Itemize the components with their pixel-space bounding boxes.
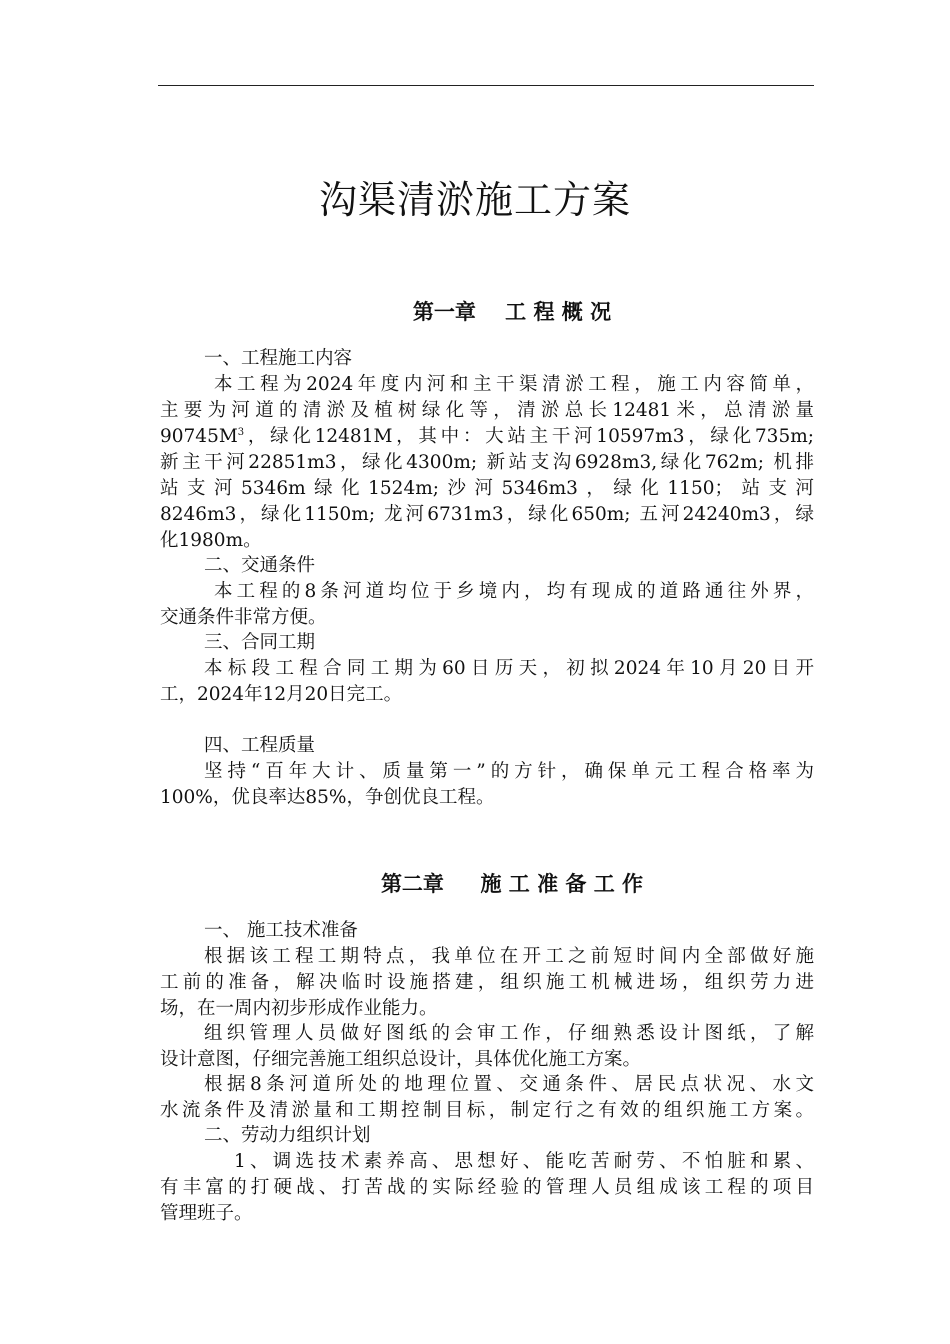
paragraph-line: 主要为河道的清淤及植树绿化等，清淤总长12481米，总清淤量: [160, 400, 814, 421]
paragraph-line: 新主干河22851m3，绿化4300m; 新站支沟6928m3,绿化762m; 机排: [160, 452, 814, 473]
volume-value: 90745M: [160, 426, 238, 447]
section-heading-contract-period: 三、合同工期: [204, 632, 316, 653]
paragraph-line: 工前的准备，解决临时设施搭建，组织施工机械进场，组织劳力进: [160, 972, 814, 993]
paragraph-line: 本标段工程合同工期为60日历天，初拟2024年10月20日开: [204, 658, 814, 679]
paragraph-line: 坚持“百年大计、质量第一”的方针，确保单元工程合格率为: [204, 761, 814, 782]
paragraph-line: 本工程的8条河道均位于乡境内，均有现成的道路通往外界，: [214, 581, 814, 602]
document-title: 沟渠清淤施工方案: [318, 178, 631, 222]
paragraph-line: 1、调选技术素养高、思想好、能吃苦耐劳、不怕脏和累、: [234, 1151, 814, 1172]
paragraph-line: 管理班子。: [160, 1203, 253, 1224]
paragraph-line: 设计意图，仔细完善施工组织总设计，具体优化施工方案。: [160, 1049, 642, 1070]
section-heading-labor-plan: 二、劳动力组织计划: [204, 1125, 371, 1146]
paragraph-line: 根据该工程工期特点，我单位在开工之前短时间内全部做好施: [204, 946, 814, 967]
paragraph-text: ，绿化12481M，其中：大站主干河10597m3，绿化735m;: [244, 426, 814, 447]
paragraph-line: 化1980m。: [160, 530, 262, 551]
paragraph-line: 站支河5346m绿化1524m;沙河5346m3，绿化1150；站支河: [160, 478, 814, 499]
superscript: 3: [237, 427, 245, 438]
paragraph-line: 交通条件非常方便。: [160, 607, 327, 628]
paragraph-line: 100%，优良率达85%，争创优良工程。: [160, 787, 495, 808]
paragraph-line: 场，在一周内初步形成作业能力。: [160, 998, 438, 1019]
section-heading-technical-preparation: 一、 施工技术准备: [204, 920, 358, 941]
chapter-1-heading: 第一章 工 程 概 况: [412, 300, 612, 324]
paragraph-line: [160, 424, 814, 450]
section-heading-quality: 四、工程质量: [204, 735, 316, 756]
paragraph-line: 工，2024年12月20日完工。: [160, 684, 403, 705]
paragraph-line: 有丰富的打硬战、打苦战的实际经验的管理人员组成该工程的项目: [160, 1177, 814, 1198]
paragraph-line: 根据8条河道所处的地理位置、交通条件、居民点状况、水文: [204, 1074, 814, 1095]
chapter-2-heading: 第二章 施 工 准 备 工 作: [380, 872, 644, 896]
paragraph-line: 组织管理人员做好图纸的会审工作，仔细熟悉设计图纸，了解: [204, 1023, 814, 1044]
header-rule: [158, 85, 814, 86]
paragraph-line: 本工程为2024年度内河和主干渠清淤工程，施工内容简单，: [214, 374, 814, 395]
section-heading-construction-content: 一、工程施工内容: [204, 348, 353, 369]
paragraph-line: 水流条件及清淤量和工期控制目标，制定行之有效的组织施工方案。: [160, 1100, 814, 1121]
section-heading-traffic: 二、交通条件: [204, 555, 316, 576]
paragraph-line: 8246m3，绿化1150m; 龙河6731m3，绿化650m; 五河24240m3，绿: [160, 504, 814, 525]
